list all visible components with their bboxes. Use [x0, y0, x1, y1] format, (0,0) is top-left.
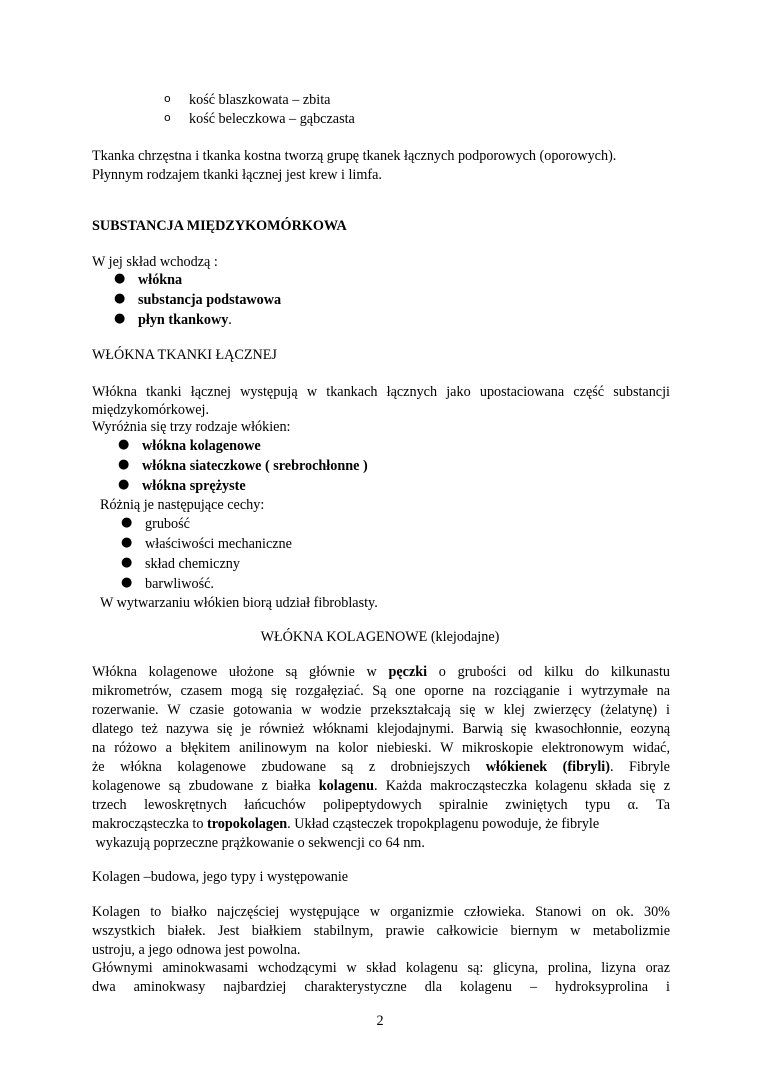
bullet-icon: ● [118, 437, 130, 452]
paragraph-line: wykazują poprzeczne prążkowanie o sekwencji co 64 nm. [92, 835, 425, 851]
section-heading: SUBSTANCJA MIĘDZYKOMÓRKOWA [92, 218, 347, 234]
bullet-icon: ● [121, 555, 133, 570]
paragraph-line: Głównymi aminokwasami wchodzącymi w skład kolagenu są: glicyna, prolina, lizyna oraz [92, 960, 670, 976]
subsection-title: WŁÓKNA KOLAGENOWE (klejodajne) [260, 629, 500, 645]
paragraph-line: że włókna kolagenowe zbudowane są z drobniejszych włókienek (fibryli). Fibryle [92, 759, 670, 775]
section-heading: WŁÓKNA TKANKI ŁĄCZNEJ [92, 347, 277, 363]
paragraph-line: Włókna tkanki łącznej występują w tkankach łącznych jako upostaciowana część substancji [92, 384, 670, 400]
page-number: 2 [376, 1013, 384, 1029]
paragraph-line: Włókna kolagenowe ułożone są głównie w pęczki o grubości od kilku do kilkunastu [92, 664, 670, 680]
list-item: właściwości mechaniczne [145, 536, 292, 552]
paragraph-line: Wyróżnia się trzy rodzaje włókien: [92, 419, 291, 435]
bullet-icon: ● [118, 457, 130, 472]
list-item: kość beleczkowa – gąbczasta [189, 111, 355, 127]
paragraph-line: trzech lewoskrętnych łańcuchów polipeptydowych spiralnie zwiniętych typu α. Ta [92, 797, 670, 813]
paragraph-line: dwa aminokwasy najbardziej charakterystyczne dla kolagenu – hydroksyprolina i [92, 979, 670, 995]
list-item: grubość [145, 516, 190, 532]
bullet-icon: ● [118, 477, 130, 492]
circle-bullet-icon: o [164, 92, 171, 105]
paragraph-line: W wytwarzaniu włókien biorą udział fibroblasty. [100, 595, 378, 611]
paragraph-line: Tkanka chrzęstna i tkanka kostna tworzą grupę tkanek łącznych podporowych (oporowych). [92, 148, 617, 164]
list-item: skład chemiczny [145, 556, 240, 572]
paragraph-line: wszystkich białek. Jest białkiem stabilnym, prawie całkowicie biernym w metabolizmie [92, 923, 670, 939]
paragraph-line: rozerwanie. W czasie gotowania w wodzie przekształcają się w klej zwierzęcy (żelatynę) i [92, 702, 670, 718]
paragraph-line: międzykomórkowej. [92, 402, 210, 418]
bullet-icon: ● [121, 535, 133, 550]
list-item: włókna sprężyste [142, 478, 246, 494]
bullet-icon: ● [114, 271, 126, 286]
paragraph-line: ustroju, a jego odnowa jest powolna. [92, 942, 301, 958]
list-item: włókna siateczkowe ( srebrochłonne ) [142, 458, 368, 474]
paragraph-line: Kolagen to białko najczęściej występujące w organizmie człowieka. Stanowi on ok. 30% [92, 904, 670, 920]
bullet-icon: ● [121, 575, 133, 590]
paragraph-line: dlatego też nazywa się je również włóknami klejodajnymi. Barwią się kwasochłonnie, eozyną [92, 721, 670, 737]
bullet-icon: ● [114, 311, 126, 326]
paragraph-line: na różowo a błękitem anilinowym na kolor niebieski. W mikroskopie elektronowym widać, [92, 740, 670, 756]
paragraph-line: Różnią je następujące cechy: [100, 497, 265, 513]
bullet-icon: ● [121, 515, 133, 530]
list-item: włókna [138, 272, 183, 288]
section-heading: Kolagen –budowa, jego typy i występowanie [92, 869, 349, 885]
list-item: kość blaszkowata – zbita [189, 92, 331, 108]
list-item: substancja podstawowa [138, 292, 282, 308]
paragraph-line: Płynnym rodzajem tkanki łącznej jest krew i limfa. [92, 167, 382, 183]
paragraph-line: makrocząsteczka to tropokolagen. Układ cząsteczek tropokplagenu powoduje, że fibryle [92, 816, 600, 832]
circle-bullet-icon: o [164, 111, 171, 124]
paragraph-line: mikrometrów, czasem mogą się rozgałęziać. Są one oporne na rozciąganie i wytrzymałe na [92, 683, 670, 699]
list-item: barwliwość. [145, 576, 214, 592]
paragraph-line: W jej skład wchodzą : [92, 254, 218, 270]
list-item: płyn tkankowy. [138, 312, 232, 328]
bullet-icon: ● [114, 291, 126, 306]
paragraph-line: kolagenowe są zbudowane z białka kolagenu. Każda makrocząsteczka kolagenu składa się z [92, 778, 670, 794]
list-item: włókna kolagenowe [142, 438, 261, 454]
